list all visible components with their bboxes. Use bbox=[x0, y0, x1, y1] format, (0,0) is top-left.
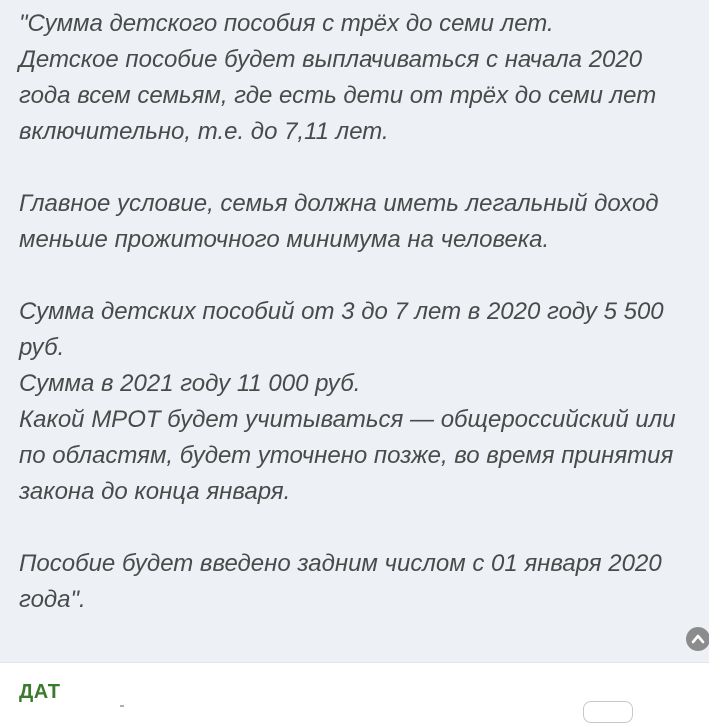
quote-line: Сумма детских пособий от 3 до 7 лет в 2020 году 5 500 bbox=[19, 298, 664, 325]
partial-button[interactable] bbox=[583, 701, 633, 723]
quote-paragraph bbox=[19, 294, 699, 510]
author-name[interactable]: ДАТ bbox=[19, 681, 61, 703]
quote-line: руб. bbox=[19, 334, 65, 361]
quote-line: по областям, будет уточнено позже, во время принятия bbox=[19, 442, 674, 469]
scroll-up-button[interactable] bbox=[686, 627, 709, 651]
quote-line: года всем семьям, где есть дети от трёх до семи лет bbox=[19, 82, 657, 109]
quote-paragraph bbox=[19, 6, 699, 150]
next-post bbox=[0, 663, 709, 709]
quote-line: включительно, т.е. до 7,11 лет. bbox=[19, 118, 389, 145]
quote-line: меньше прожиточного минимума на человека. bbox=[19, 226, 550, 253]
quote-line: года". bbox=[19, 586, 86, 613]
partial-glyph bbox=[120, 705, 124, 707]
quote-line: Сумма в 2021 году 11 000 руб. bbox=[19, 370, 361, 397]
quote-paragraph bbox=[19, 546, 699, 618]
chevron-up-icon bbox=[691, 632, 705, 646]
quote-line: Пособие будет введено задним числом с 01 января 2020 bbox=[19, 550, 662, 577]
quote-line: "Сумма детского пособия с трёх до семи лет. bbox=[19, 10, 554, 37]
quote-paragraph bbox=[19, 186, 699, 258]
quote-line: Главное условие, семья должна иметь легальный доход bbox=[19, 190, 659, 217]
quote-line: Детское пособие будет выплачиваться с начала 2020 bbox=[19, 46, 643, 73]
quote-line: Какой МРОТ будет учитываться — общероссийский или bbox=[19, 406, 676, 433]
quote-line: закона до конца января. bbox=[19, 478, 291, 505]
